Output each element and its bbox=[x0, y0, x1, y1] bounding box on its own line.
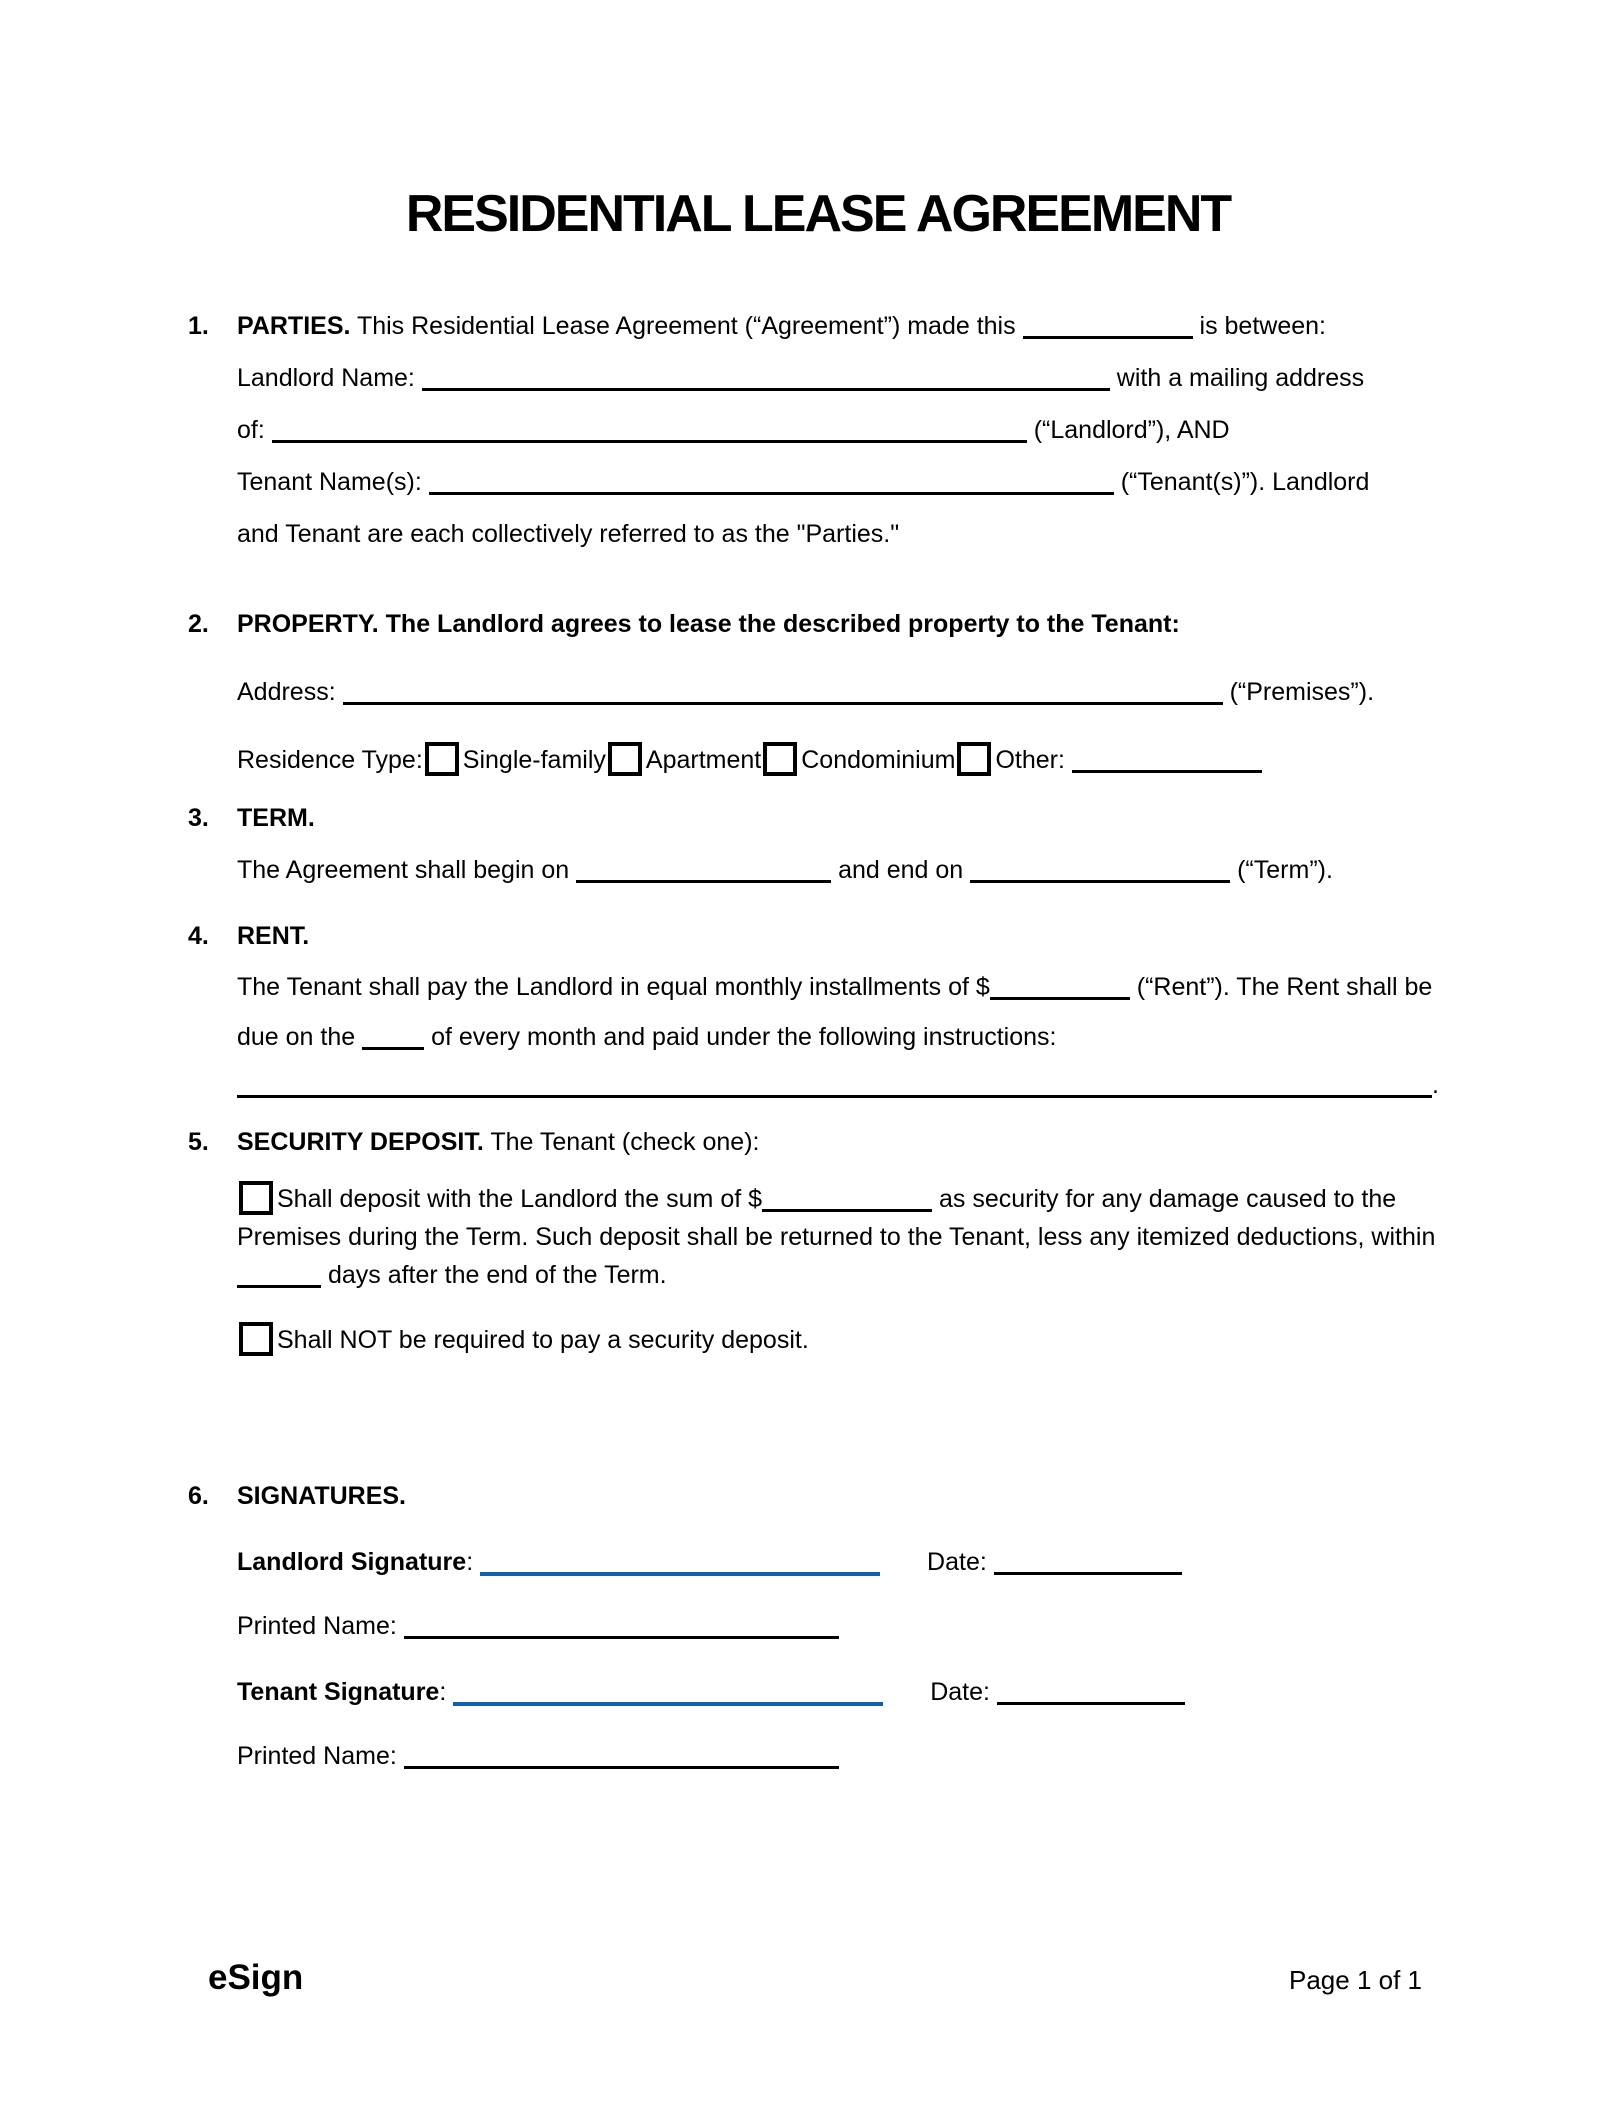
residence-type-label: Residence Type: bbox=[237, 746, 423, 774]
term-pre: The Agreement shall begin on bbox=[237, 856, 570, 884]
colon: : bbox=[466, 1548, 474, 1576]
address-line bbox=[237, 666, 1448, 718]
landlord-signature-field[interactable] bbox=[480, 1572, 880, 1576]
landlord-signature-label: Landlord Signature bbox=[237, 1548, 467, 1576]
other-blank[interactable] bbox=[1072, 770, 1262, 773]
section-rent bbox=[188, 910, 1448, 1108]
condominium-checkbox[interactable] bbox=[763, 742, 797, 776]
parties-intro-pre: This Residential Lease Agreement (“Agreement”) made this bbox=[356, 312, 1016, 340]
term-mid: and end on bbox=[838, 856, 964, 884]
single-family-label: Single-family bbox=[462, 746, 606, 774]
deposit-amount-blank[interactable] bbox=[762, 1209, 932, 1212]
single-family-checkbox[interactable] bbox=[425, 742, 459, 776]
end-date-blank[interactable] bbox=[970, 880, 1230, 883]
section-parties bbox=[188, 300, 1448, 560]
signatures-heading-line bbox=[237, 1470, 1448, 1522]
begin-date-blank[interactable] bbox=[576, 880, 831, 883]
tenant-name-line bbox=[237, 456, 1448, 508]
printed-name-label: Printed Name: bbox=[237, 1742, 397, 1770]
page-footer bbox=[188, 1952, 1448, 2006]
landlord-name-blank[interactable] bbox=[422, 388, 1110, 391]
no-deposit-option-line bbox=[237, 1314, 1448, 1366]
security-heading-line bbox=[237, 1116, 1448, 1168]
property-heading-line bbox=[237, 598, 1448, 650]
term-post: (“Term”). bbox=[1237, 856, 1333, 884]
due-day-blank[interactable] bbox=[362, 1047, 424, 1050]
tenant-printed-name-blank[interactable] bbox=[404, 1766, 839, 1769]
tenant-name-blank[interactable] bbox=[429, 492, 1114, 495]
security-heading: SECURITY DEPOSIT. bbox=[237, 1128, 484, 1156]
other-checkbox[interactable] bbox=[957, 742, 991, 776]
of-post: (“Landlord”), AND bbox=[1033, 416, 1230, 444]
apartment-label: Apartment bbox=[645, 746, 762, 774]
no-deposit-checkbox[interactable] bbox=[239, 1322, 273, 1356]
payment-instructions-line bbox=[237, 1062, 1448, 1108]
other-label: Other: bbox=[995, 746, 1065, 774]
tenant-date-blank[interactable] bbox=[997, 1702, 1185, 1705]
page-content bbox=[188, 0, 1448, 1782]
section-security-deposit bbox=[188, 1116, 1448, 1366]
mailing-address-line bbox=[237, 404, 1448, 456]
landlord-signature-line bbox=[237, 1536, 1448, 1588]
rent-line1-post: (“Rent”). The bbox=[1136, 973, 1280, 1001]
made-this-date-blank[interactable] bbox=[1023, 336, 1193, 339]
landlord-name-label: Landlord Name: bbox=[237, 364, 415, 392]
tenant-signature-line bbox=[237, 1666, 1448, 1718]
section-number: 1. bbox=[188, 312, 209, 340]
landlord-printed-name-blank[interactable] bbox=[404, 1636, 839, 1639]
parties-closing-line: and Tenant are each collectively referred to as the "Parties." bbox=[237, 520, 900, 548]
parties-heading: PARTIES. bbox=[237, 312, 351, 340]
printed-name-label: Printed Name: bbox=[237, 1612, 397, 1640]
mailing-address-blank[interactable] bbox=[272, 440, 1027, 443]
date-label: Date: bbox=[930, 1678, 990, 1706]
deposit-option-pre: Shall deposit with the Landlord the sum of $ bbox=[277, 1185, 763, 1213]
landlord-date-blank[interactable] bbox=[994, 1572, 1182, 1575]
rent-heading: RENT. bbox=[237, 922, 310, 950]
apartment-checkbox[interactable] bbox=[608, 742, 642, 776]
section-number: 2. bbox=[188, 610, 209, 638]
address-blank[interactable] bbox=[343, 702, 1223, 705]
section-term bbox=[188, 792, 1448, 896]
date-label: Date: bbox=[927, 1548, 987, 1576]
landlord-printed-name-line bbox=[237, 1600, 1448, 1652]
rent-line1-pre: The Tenant shall pay the Landlord in equal monthly installments of $ bbox=[237, 973, 990, 1001]
condominium-label: Condominium bbox=[801, 746, 956, 774]
landlord-name-line bbox=[237, 352, 1448, 404]
rent-line2-post: of every month and paid under the following instructions: bbox=[431, 1023, 1057, 1051]
signatures-heading: SIGNATURES. bbox=[237, 1482, 406, 1510]
property-heading: PROPERTY. bbox=[237, 610, 379, 638]
payment-instructions-blank[interactable] bbox=[237, 1095, 1432, 1098]
deposit-option-post: days after the end of the Term. bbox=[327, 1261, 667, 1289]
no-deposit-label: Shall NOT be required to pay a security deposit. bbox=[277, 1326, 809, 1354]
tenant-name-post: (“Tenant(s)”). Landlord bbox=[1120, 468, 1370, 496]
shall-deposit-checkbox[interactable] bbox=[239, 1181, 273, 1215]
landlord-name-post: with a mailing address bbox=[1116, 364, 1365, 392]
section-number: 3. bbox=[188, 804, 209, 832]
parties-intro-post: is between: bbox=[1199, 312, 1326, 340]
term-line bbox=[237, 844, 1448, 896]
term-heading-line bbox=[237, 792, 1448, 844]
tenant-signature-label: Tenant Signature bbox=[237, 1678, 440, 1706]
security-intro: The Tenant (check one): bbox=[490, 1128, 760, 1156]
section-number: 6. bbox=[188, 1482, 209, 1510]
parties-intro-line bbox=[237, 300, 1448, 352]
term-heading: TERM. bbox=[237, 804, 315, 832]
tenant-signature-field[interactable] bbox=[453, 1702, 883, 1706]
deposit-option-paragraph bbox=[237, 1180, 1448, 1294]
of-label: of: bbox=[237, 416, 265, 444]
section-number: 4. bbox=[188, 922, 209, 950]
address-label: Address: bbox=[237, 678, 336, 706]
document-title: RESIDENTIAL LEASE AGREEMENT bbox=[405, 185, 1231, 243]
section-property bbox=[188, 598, 1448, 786]
residence-type-line bbox=[237, 734, 1448, 786]
deposit-option-mid: as security for any damage caused to the Premises during the Term. Such deposit shall be returned to the Tenant, less any itemized deductions, within bbox=[237, 1185, 1436, 1251]
section-signatures bbox=[188, 1470, 1448, 1782]
rent-line2-pre: Rent shall be due on the bbox=[237, 973, 1433, 1051]
tenant-printed-name-line bbox=[237, 1730, 1448, 1782]
address-post: (“Premises”). bbox=[1229, 678, 1375, 706]
page-number: Page 1 of 1 bbox=[1289, 1965, 1422, 1995]
esign-logo: eSign bbox=[208, 1958, 304, 1997]
rent-heading-line bbox=[237, 910, 1448, 962]
rent-paragraph bbox=[237, 962, 1448, 1062]
rent-amount-blank[interactable] bbox=[990, 997, 1130, 1000]
instructions-period: . bbox=[1432, 1071, 1439, 1099]
colon: : bbox=[439, 1678, 447, 1706]
deposit-days-blank[interactable] bbox=[237, 1285, 321, 1288]
property-intro: The Landlord agrees to lease the described property to the Tenant: bbox=[385, 610, 1180, 638]
section-number: 5. bbox=[188, 1128, 209, 1156]
tenant-name-label: Tenant Name(s): bbox=[237, 468, 422, 496]
